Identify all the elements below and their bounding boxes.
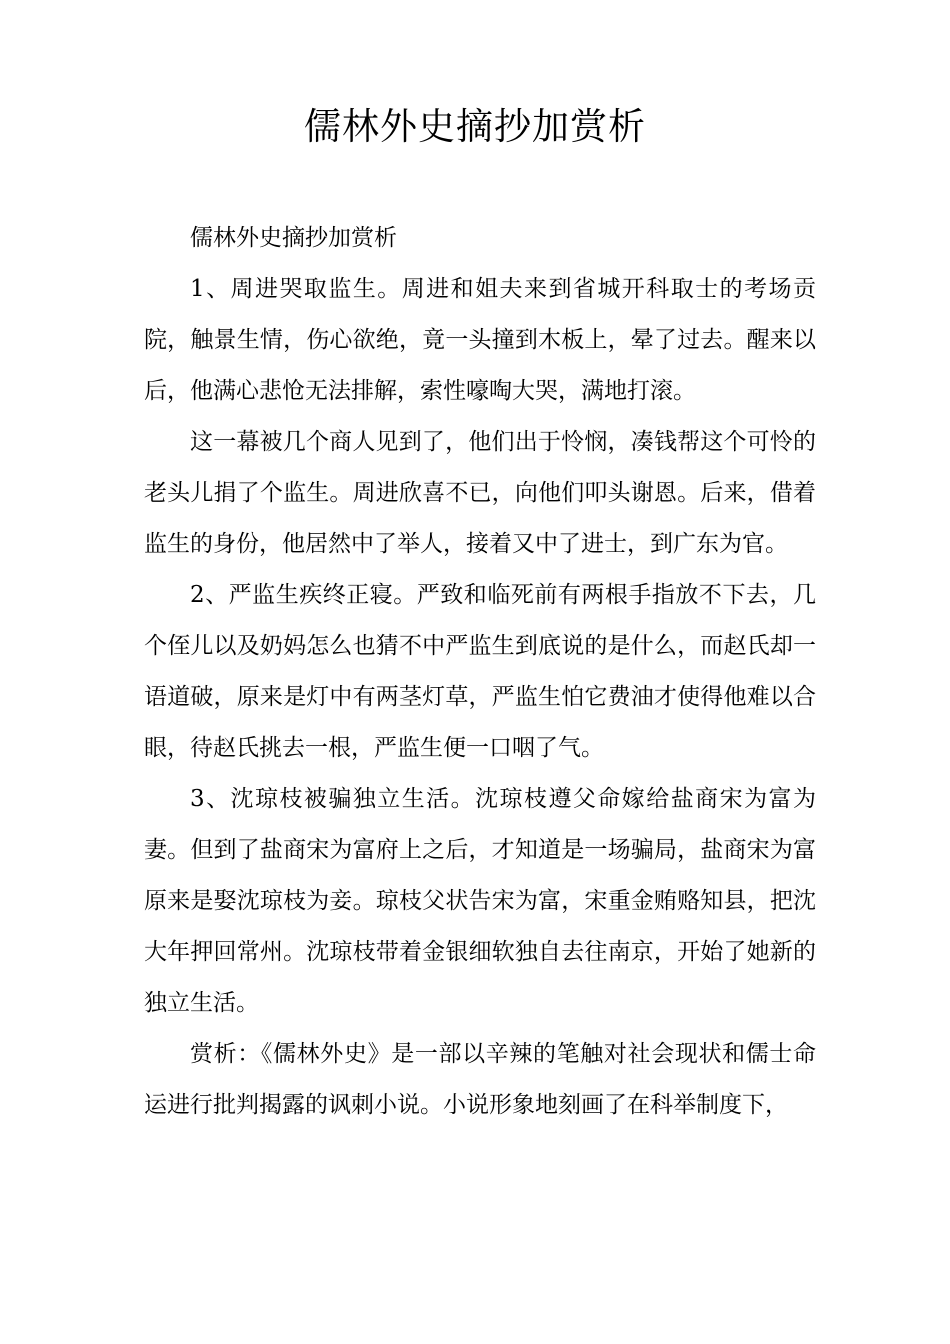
paragraph-yan-jiansheng: 2、严监生疾终正寝。严致和临死前有两根手指放不下去，几个侄儿以及奶妈怎么也猜不中严监生到底说的是什么，而赵氏却一语道破，原来是灯中有两茎灯草，严监生怕它费油才使得他难以合眼，待赵氏挑去一根，严监生便一口咽了气。 bbox=[144, 582, 816, 761]
document-body bbox=[144, 213, 816, 1131]
subtitle-paragraph: 儒林外史摘抄加赏析 bbox=[190, 225, 397, 251]
document-title: 儒林外史摘抄加赏析 bbox=[304, 105, 646, 148]
paragraph-merchants: 这一幕被几个商人见到了，他们出于怜悯，凑钱帮这个可怜的老头儿捐了个监生。周进欣喜不已，向他们叩头谢恩。后来，借着监生的身份，他居然中了举人，接着又中了进士，到广东为官。 bbox=[144, 429, 816, 557]
paragraph-analysis: 赏析：《儒林外史》是一部以辛辣的笔触对社会现状和儒士命运进行批判揭露的讽刺小说。小说形象地刻画了在科举制度下， bbox=[144, 1041, 816, 1118]
paragraph-shen-qiongzhi: 3、沈琼枝被骗独立生活。沈琼枝遵父命嫁给盐商宋为富为妻。但到了盐商宋为富府上之后，才知道是一场骗局，盐商宋为富原来是娶沈琼枝为妾。琼枝父状告宋为富，宋重金贿赂知县，把沈大年押回常州。沈琼枝带着金银细软独自去往南京，开始了她新的独立生活。 bbox=[144, 786, 816, 1016]
paragraph-zhou-jin: 1、周进哭取监生。周进和姐夫来到省城开科取士的考场贡院，触景生情，伤心欲绝，竟一头撞到木板上，晕了过去。醒来以后，他满心悲怆无法排解，索性嚎啕大哭，满地打滚。 bbox=[144, 276, 816, 404]
